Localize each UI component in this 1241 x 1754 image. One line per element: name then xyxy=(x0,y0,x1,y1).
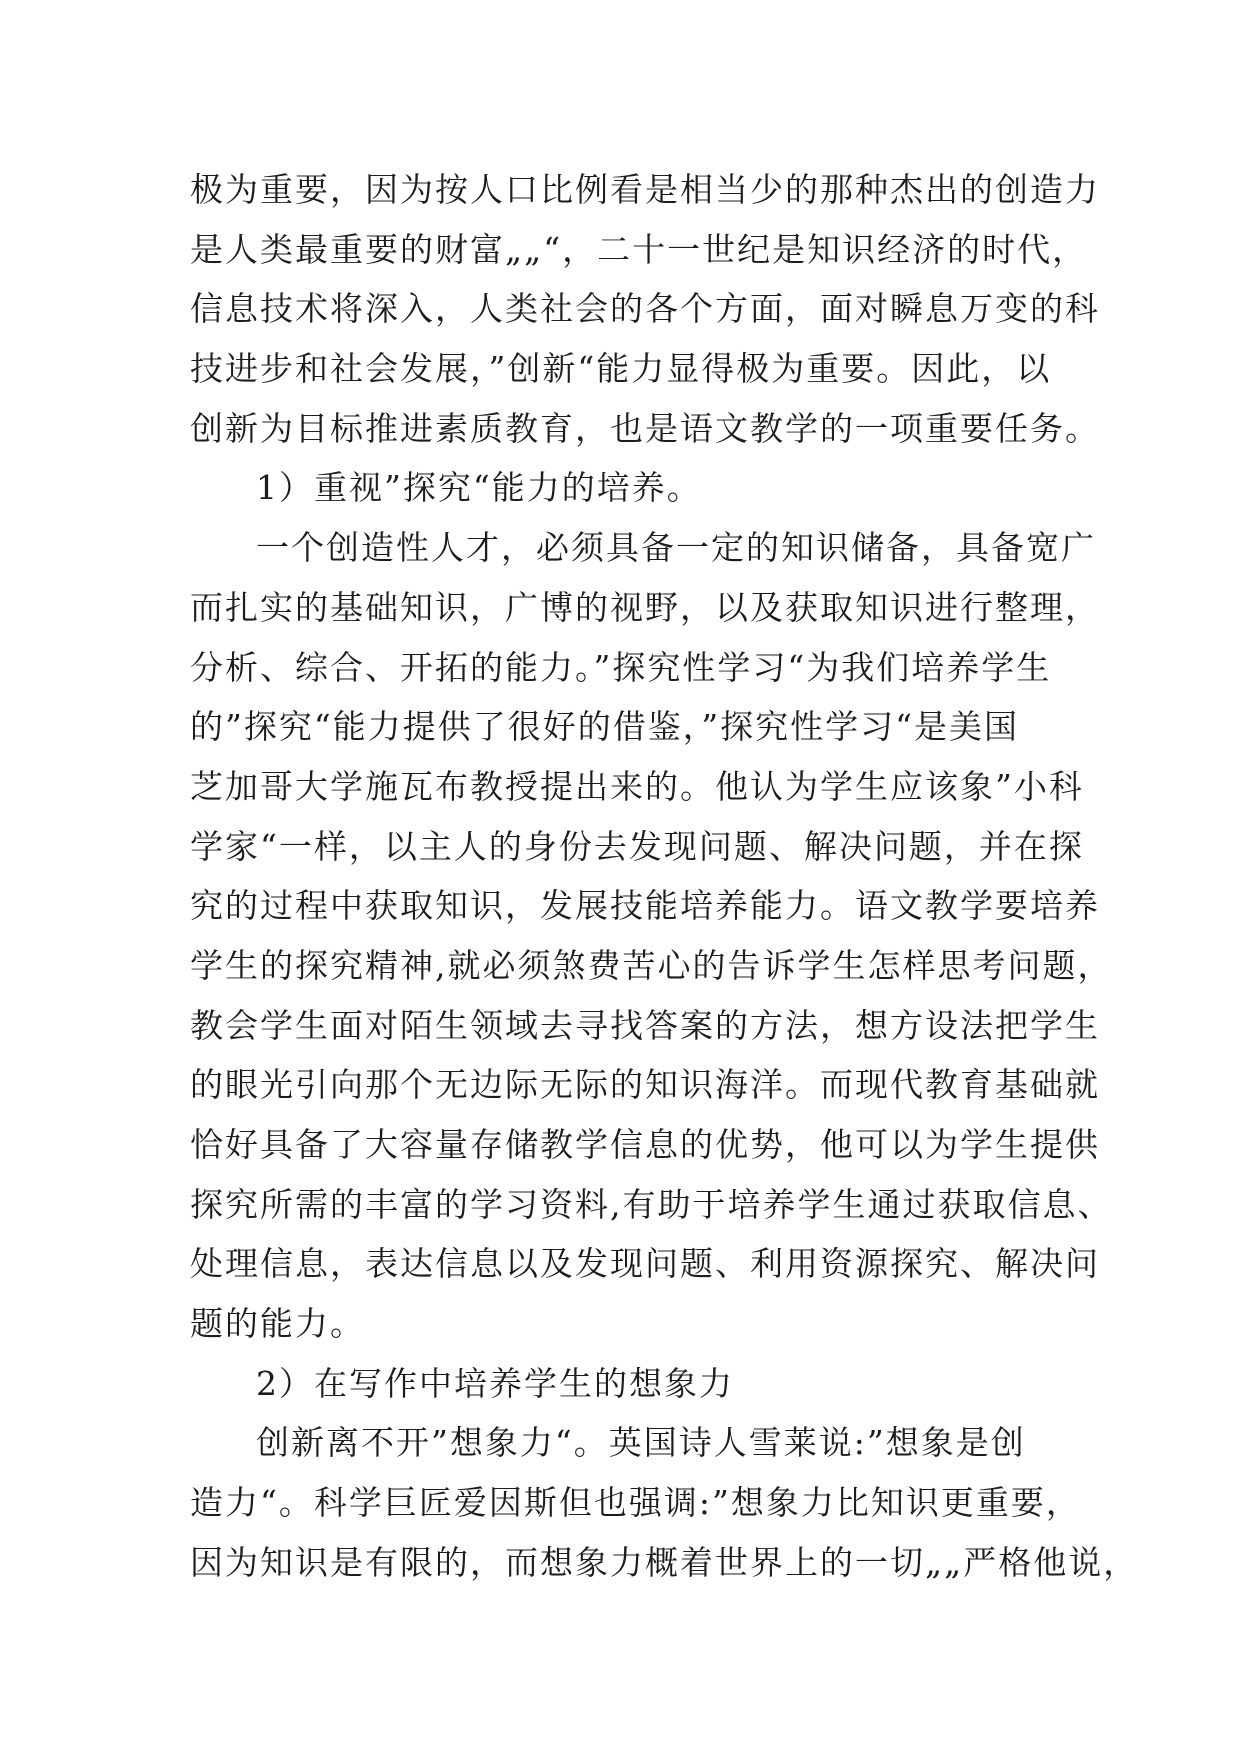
text-line: 的”探究“能力提供了很好的借鉴，”探究性学习“是美国 xyxy=(190,707,1019,747)
text-line: 造力“。科学巨匠爱因斯但也强调:”想象力比知识更重要， xyxy=(190,1483,1081,1523)
text-line: 究的过程中获取知识，发展技能培养能力。语文教学要培养 xyxy=(190,886,1100,926)
text-line: 芝加哥大学施瓦布教授提出来的。他认为学生应该象”小科 xyxy=(190,766,1084,806)
text-line: 的眼光引向那个无边际无际的知识海洋。而现代教育基础就 xyxy=(190,1065,1100,1105)
document-body xyxy=(190,160,1139,1593)
text-line: 学家“一样，以主人的身份去发现问题、解决问题，并在探 xyxy=(190,826,1084,866)
text-line: 而扎实的基础知识，广博的视野，以及获取知识进行整理， xyxy=(190,587,1100,627)
text-line: 创新离不开”想象力“。英国诗人雪莱说:”想象是创 xyxy=(256,1423,1026,1463)
text-line: 恰好具备了大容量存储教学信息的优势，他可以为学生提供 xyxy=(190,1125,1100,1164)
text-line: 技进步和社会发展，”创新“能力显得极为重要。因此，以 xyxy=(190,349,1052,389)
text-line: 探究所需的丰富的学习资料,有助于培养学生通过获取信息、 xyxy=(190,1184,1113,1224)
text-line: 1）重视”探究“能力的培养。 xyxy=(256,468,702,508)
text-line: 2）在写作中培养学生的想象力 xyxy=(256,1363,734,1403)
text-line: 极为重要，因为按人口比例看是相当少的那种杰出的创造力 xyxy=(190,170,1100,209)
text-line: 信息技术将深入，人类社会的各个方面，面对瞬息万变的科 xyxy=(190,289,1100,329)
text-line: 一个创造性人才，必须具备一定的知识储备，具备宽广 xyxy=(256,528,1096,568)
text-line: 分析、综合、开拓的能力。”探究性学习“为我们培养学生 xyxy=(190,647,1052,687)
text-line: 题的能力。 xyxy=(190,1304,365,1344)
text-line: 处理信息，表达信息以及发现问题、利用资源探究、解决问 xyxy=(190,1244,1100,1284)
text-line: 学生的探究精神,就必须煞费苦心的告诉学生怎样思考问题， xyxy=(190,945,1113,985)
text-line: 是人类最重要的财富„„“，二十一世纪是知识经济的时代， xyxy=(190,229,1088,269)
text-line: 创新为目标推进素质教育，也是语文教学的一项重要任务。 xyxy=(190,408,1100,448)
text-line: 因为知识是有限的，而想象力概着世界上的一切„„严格他说， xyxy=(190,1542,1139,1582)
text-line: 教会学生面对陌生领域去寻找答案的方法，想方设法把学生 xyxy=(190,1005,1100,1045)
